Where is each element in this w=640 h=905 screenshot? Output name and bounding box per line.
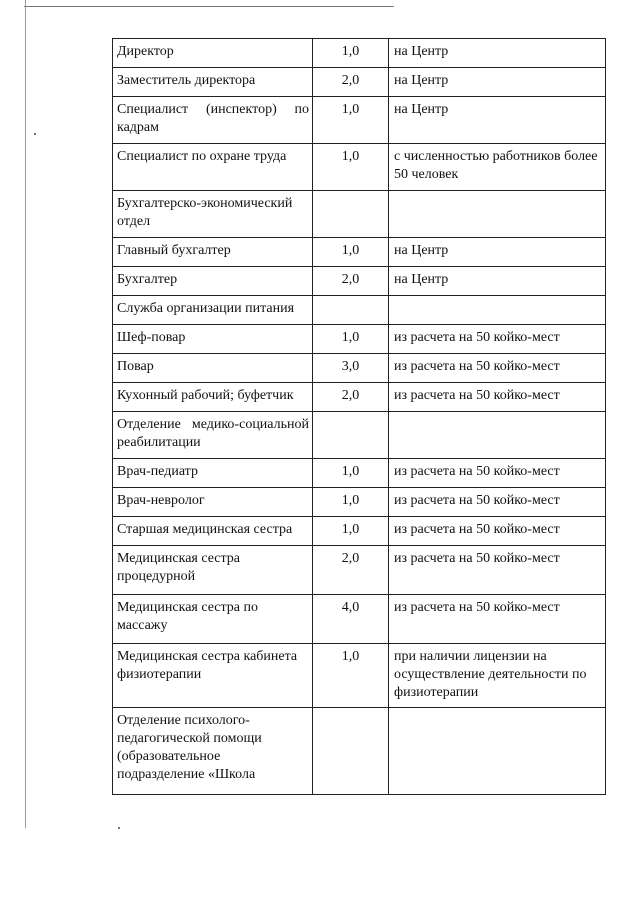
note-cell xyxy=(389,191,606,238)
table-row xyxy=(113,517,606,546)
position-cell: Отделение психолого-педагогической помощи (образовательное подразделение «Школа xyxy=(113,708,313,795)
note-cell: на Центр xyxy=(389,97,606,144)
position-cell: Медицинская сестра кабинета физиотерапии xyxy=(113,644,313,708)
scan-speck xyxy=(34,133,36,135)
note-cell: из расчета на 50 койко-мест xyxy=(389,488,606,517)
position-cell: Бухгалтер xyxy=(113,267,313,296)
table-row xyxy=(113,488,606,517)
quantity-cell: 1,0 xyxy=(313,238,389,267)
quantity-cell: 1,0 xyxy=(313,488,389,517)
position-cell: Медицинская сестра по массажу xyxy=(113,595,313,644)
note-cell xyxy=(389,708,606,795)
note-cell: из расчета на 50 койко-мест xyxy=(389,325,606,354)
quantity-cell: 1,0 xyxy=(313,325,389,354)
position-cell: Служба организации питания xyxy=(113,296,313,325)
quantity-cell xyxy=(313,191,389,238)
table-row xyxy=(113,546,606,595)
position-cell: Отделение медико-социальной реабилитации xyxy=(113,412,313,459)
quantity-cell: 1,0 xyxy=(313,39,389,68)
position-cell: Специалист (инспектор) по кадрам xyxy=(113,97,313,144)
position-cell: Старшая медицинская сестра xyxy=(113,517,313,546)
table-row xyxy=(113,267,606,296)
note-cell: из расчета на 50 койко-мест xyxy=(389,354,606,383)
quantity-cell: 4,0 xyxy=(313,595,389,644)
position-cell: Заместитель директора xyxy=(113,68,313,97)
table-row xyxy=(113,296,606,325)
note-cell: из расчета на 50 койко-мест xyxy=(389,459,606,488)
position-cell: Бухгалтерско-экономический отдел xyxy=(113,191,313,238)
table-row xyxy=(113,68,606,97)
note-cell: из расчета на 50 койко-мест xyxy=(389,517,606,546)
quantity-cell: 1,0 xyxy=(313,459,389,488)
quantity-cell: 1,0 xyxy=(313,97,389,144)
position-cell: Шеф-повар xyxy=(113,325,313,354)
note-cell: с численностью работников более 50 человек xyxy=(389,144,606,191)
table-row xyxy=(113,39,606,68)
quantity-cell: 2,0 xyxy=(313,546,389,595)
table-row xyxy=(113,325,606,354)
note-cell: при наличии лицензии на осуществление деятельности по физиотерапии xyxy=(389,644,606,708)
quantity-cell: 2,0 xyxy=(313,68,389,97)
quantity-cell: 1,0 xyxy=(313,517,389,546)
table-row xyxy=(113,644,606,708)
scan-left-edge-line xyxy=(25,0,26,828)
scan-top-edge-line xyxy=(24,6,394,7)
staffing-table xyxy=(112,38,606,795)
position-cell: Главный бухгалтер xyxy=(113,238,313,267)
quantity-cell: 1,0 xyxy=(313,144,389,191)
quantity-cell xyxy=(313,708,389,795)
table-row xyxy=(113,595,606,644)
table-row xyxy=(113,383,606,412)
position-cell: Повар xyxy=(113,354,313,383)
table-row xyxy=(113,708,606,795)
note-cell xyxy=(389,296,606,325)
table-row xyxy=(113,97,606,144)
table-row xyxy=(113,238,606,267)
note-cell: из расчета на 50 койко-мест xyxy=(389,383,606,412)
note-cell: на Центр xyxy=(389,68,606,97)
note-cell: на Центр xyxy=(389,39,606,68)
quantity-cell xyxy=(313,412,389,459)
quantity-cell: 2,0 xyxy=(313,383,389,412)
note-cell: на Центр xyxy=(389,267,606,296)
position-cell: Кухонный рабочий; буфетчик xyxy=(113,383,313,412)
position-cell: Врач-невролог xyxy=(113,488,313,517)
table-row xyxy=(113,412,606,459)
note-cell: на Центр xyxy=(389,238,606,267)
table-row xyxy=(113,144,606,191)
quantity-cell xyxy=(313,296,389,325)
note-cell: из расчета на 50 койко-мест xyxy=(389,546,606,595)
position-cell: Врач-педиатр xyxy=(113,459,313,488)
position-cell: Медицинская сестра процедурной xyxy=(113,546,313,595)
note-cell: из расчета на 50 койко-мест xyxy=(389,595,606,644)
table-row xyxy=(113,191,606,238)
table-row xyxy=(113,459,606,488)
table-row xyxy=(113,354,606,383)
quantity-cell: 3,0 xyxy=(313,354,389,383)
position-cell: Специалист по охране труда xyxy=(113,144,313,191)
position-cell: Директор xyxy=(113,39,313,68)
note-cell xyxy=(389,412,606,459)
scan-speck xyxy=(118,827,120,829)
quantity-cell: 1,0 xyxy=(313,644,389,708)
quantity-cell: 2,0 xyxy=(313,267,389,296)
